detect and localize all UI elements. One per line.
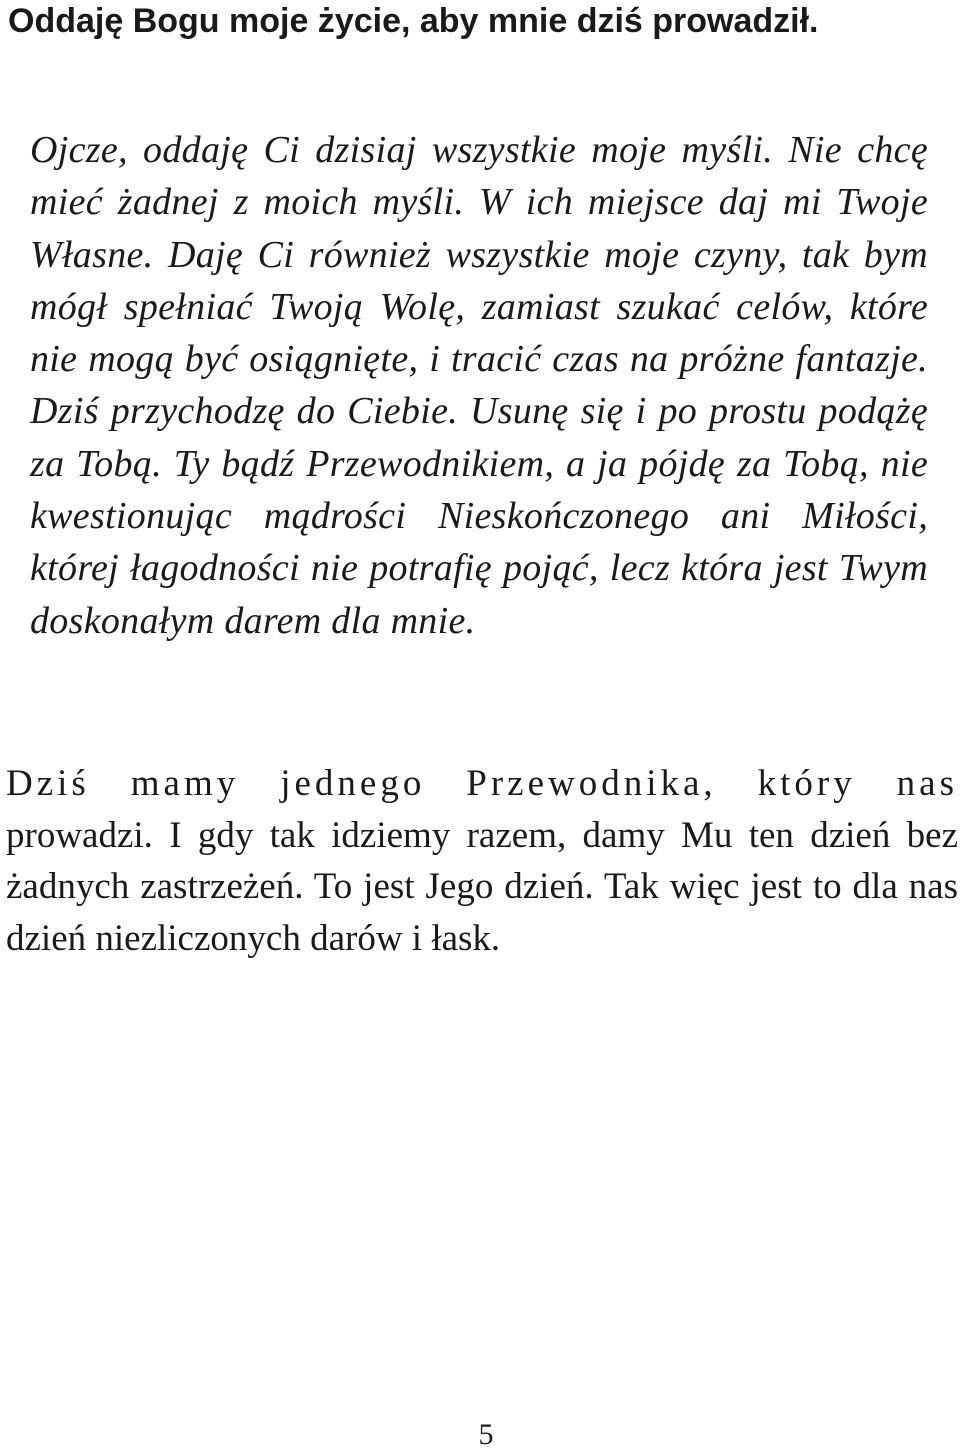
prayer-paragraph: Ojcze, oddaję Ci dzisiaj wszystkie moje myśli. Nie chcę mieć żadnej z moich myśli. W ich miejsce daj mi Twoje Własne. Daję Ci również wszystkie moje czyny, tak bym mógł spełniać Twoją Wolę, zamiast szukać celów, które nie mogą być osiągnięte, i tracić czas na próżne fantazje. Dziś przychodzę do Ciebie. Usunę się i po prostu podążę za Tobą. Ty bądź Przewodnikiem, a ja pójdę za Tobą, nie kwestionując mądrości Nieskończonego ani Miłości, której łagodności nie potrafię pojąć, lecz która jest Twym doskonałym darem dla mnie. xyxy=(30,129,928,642)
page-number: 5 xyxy=(478,1418,494,1451)
reflection-rest: prowadzi. I gdy tak idziemy razem, damy Mu ten dzień bez żadnych zastrzeżeń. To jest Jego dzień. Tak więc jest to dla nas dzień niezliczonych darów i łask. xyxy=(6,814,958,959)
section-heading: Oddaję Bogu moje życie, aby mnie dziś prowadził. xyxy=(8,2,819,40)
reflection-first-line: Dziś mamy jednego Przewodnika, który nas xyxy=(6,763,958,804)
reflection-paragraph xyxy=(6,758,958,964)
